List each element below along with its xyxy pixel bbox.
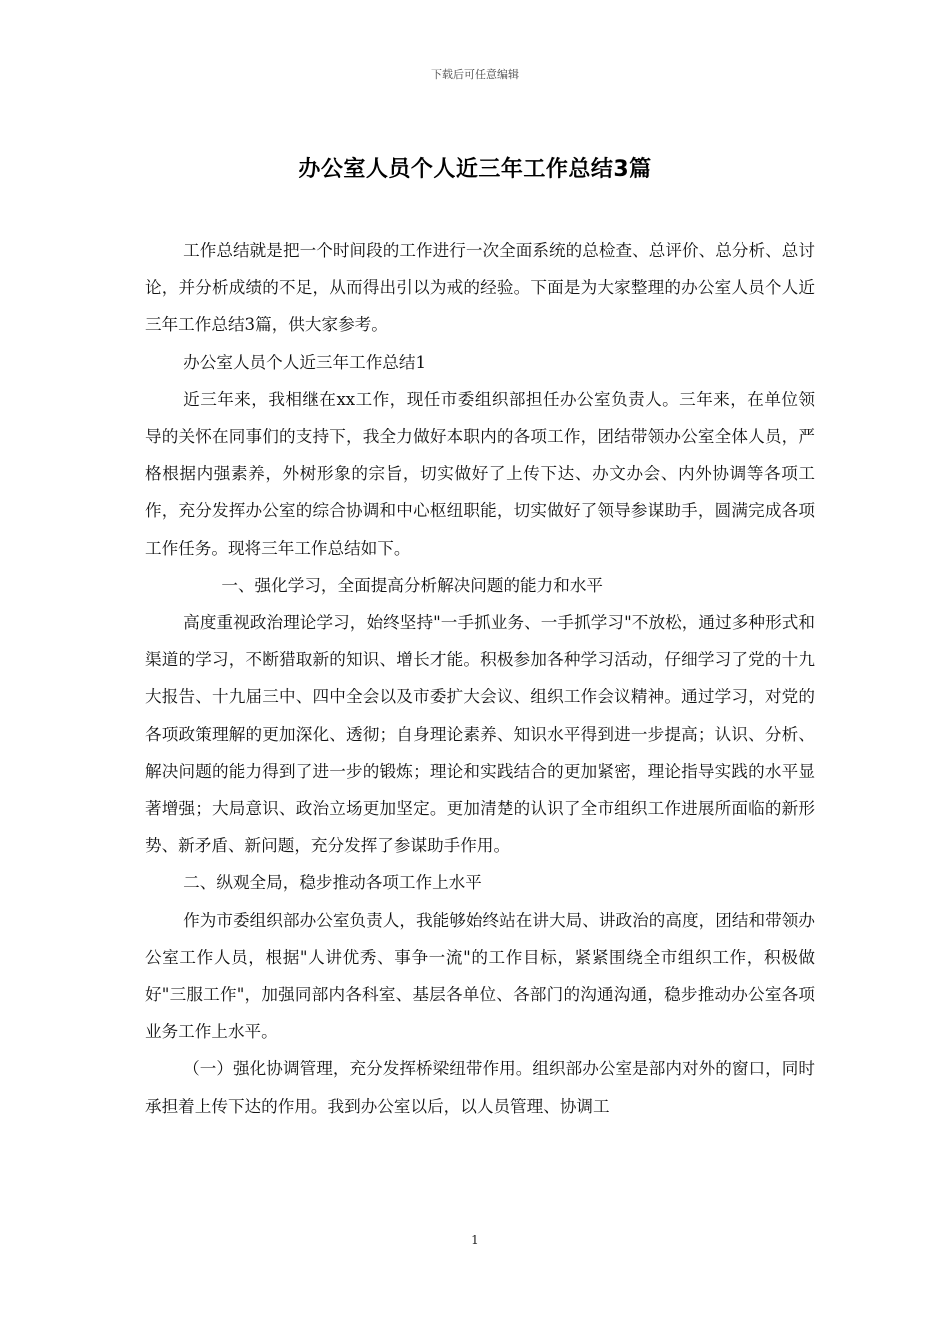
paragraph-overview: 近三年来，我相继在xx工作，现任市委组织部担任办公室负责人。三年来，在单位领导的关怀在同事们的支持下，我全力做好本职内的各项工作，团结带领办公室全体人员，严格根据内强素养，外树形象的宗旨，切实做好了上传下达、办文办会、内外协调等各项工作，充分发挥办公室的综合协调和中心枢纽职能，切实做好了领导参谋助手，圆满完成各项工作任务。现将三年工作总结如下。 [145,389,815,558]
heading-overall: 二、纵观全局，稳步推动各项工作上水平 [183,873,482,893]
paragraph-learning: 高度重视政治理论学习，始终坚持"一手抓业务、一手抓学习"不放松，通过多种形式和渠道的学习，不断猎取新的知识、增长才能。积极参加各种学习活动，仔细学习了党的十九大报告、十九届三中、四中全会以及市委扩大会议、组织工作会议精神。通过学习，对党的各项政策理解的更加深化、透彻；自身理论素养、知识水平得到进一步提高；认识、分析、解决问题的能力得到了进一步的锻炼；理论和实践结合的更加紧密，理论指导实践的水平显著增强；大局意识、政治立场更加坚定。更加清楚的认识了全市组织工作进展所面临的新形势、新矛盾、新问题，充分发挥了参谋助手作用。 [145,613,815,856]
header-note: 下载后可任意编辑 [431,68,519,81]
page-number: 1 [471,1233,479,1247]
document-body [145,232,815,1125]
paragraph-coordination: （一）强化协调管理，充分发挥桥梁纽带作用。组织部办公室是部内对外的窗口，同时承担着上传下达的作用。我到办公室以后，以人员管理、协调工 [145,1059,815,1116]
paragraph-intro: 工作总结就是把一个时间段的工作进行一次全面系统的总检查、总评价、总分析、总讨论，并分析成绩的不足，从而得出引以为戒的经验。下面是为大家整理的办公室人员个人近三年工作总结3篇，供大家参考。 [145,241,815,335]
paragraph-overall: 作为市委组织部办公室负责人，我能够始终站在讲大局、讲政治的高度，团结和带领办公室工作人员，根据"人讲优秀、事争一流"的工作目标，紧紧围绕全市组织工作，积极做好"三服工作"，加强同部内各科室、基层各单位、各部门的沟通沟通，稳步推动办公室各项业务工作上水平。 [145,910,815,1042]
heading-learning: 一、强化学习，全面提高分析解决问题的能力和水平 [221,575,604,595]
section-heading-part1: 办公室人员个人近三年工作总结1 [183,352,427,372]
document-title: 办公室人员个人近三年工作总结3篇 [298,157,652,182]
